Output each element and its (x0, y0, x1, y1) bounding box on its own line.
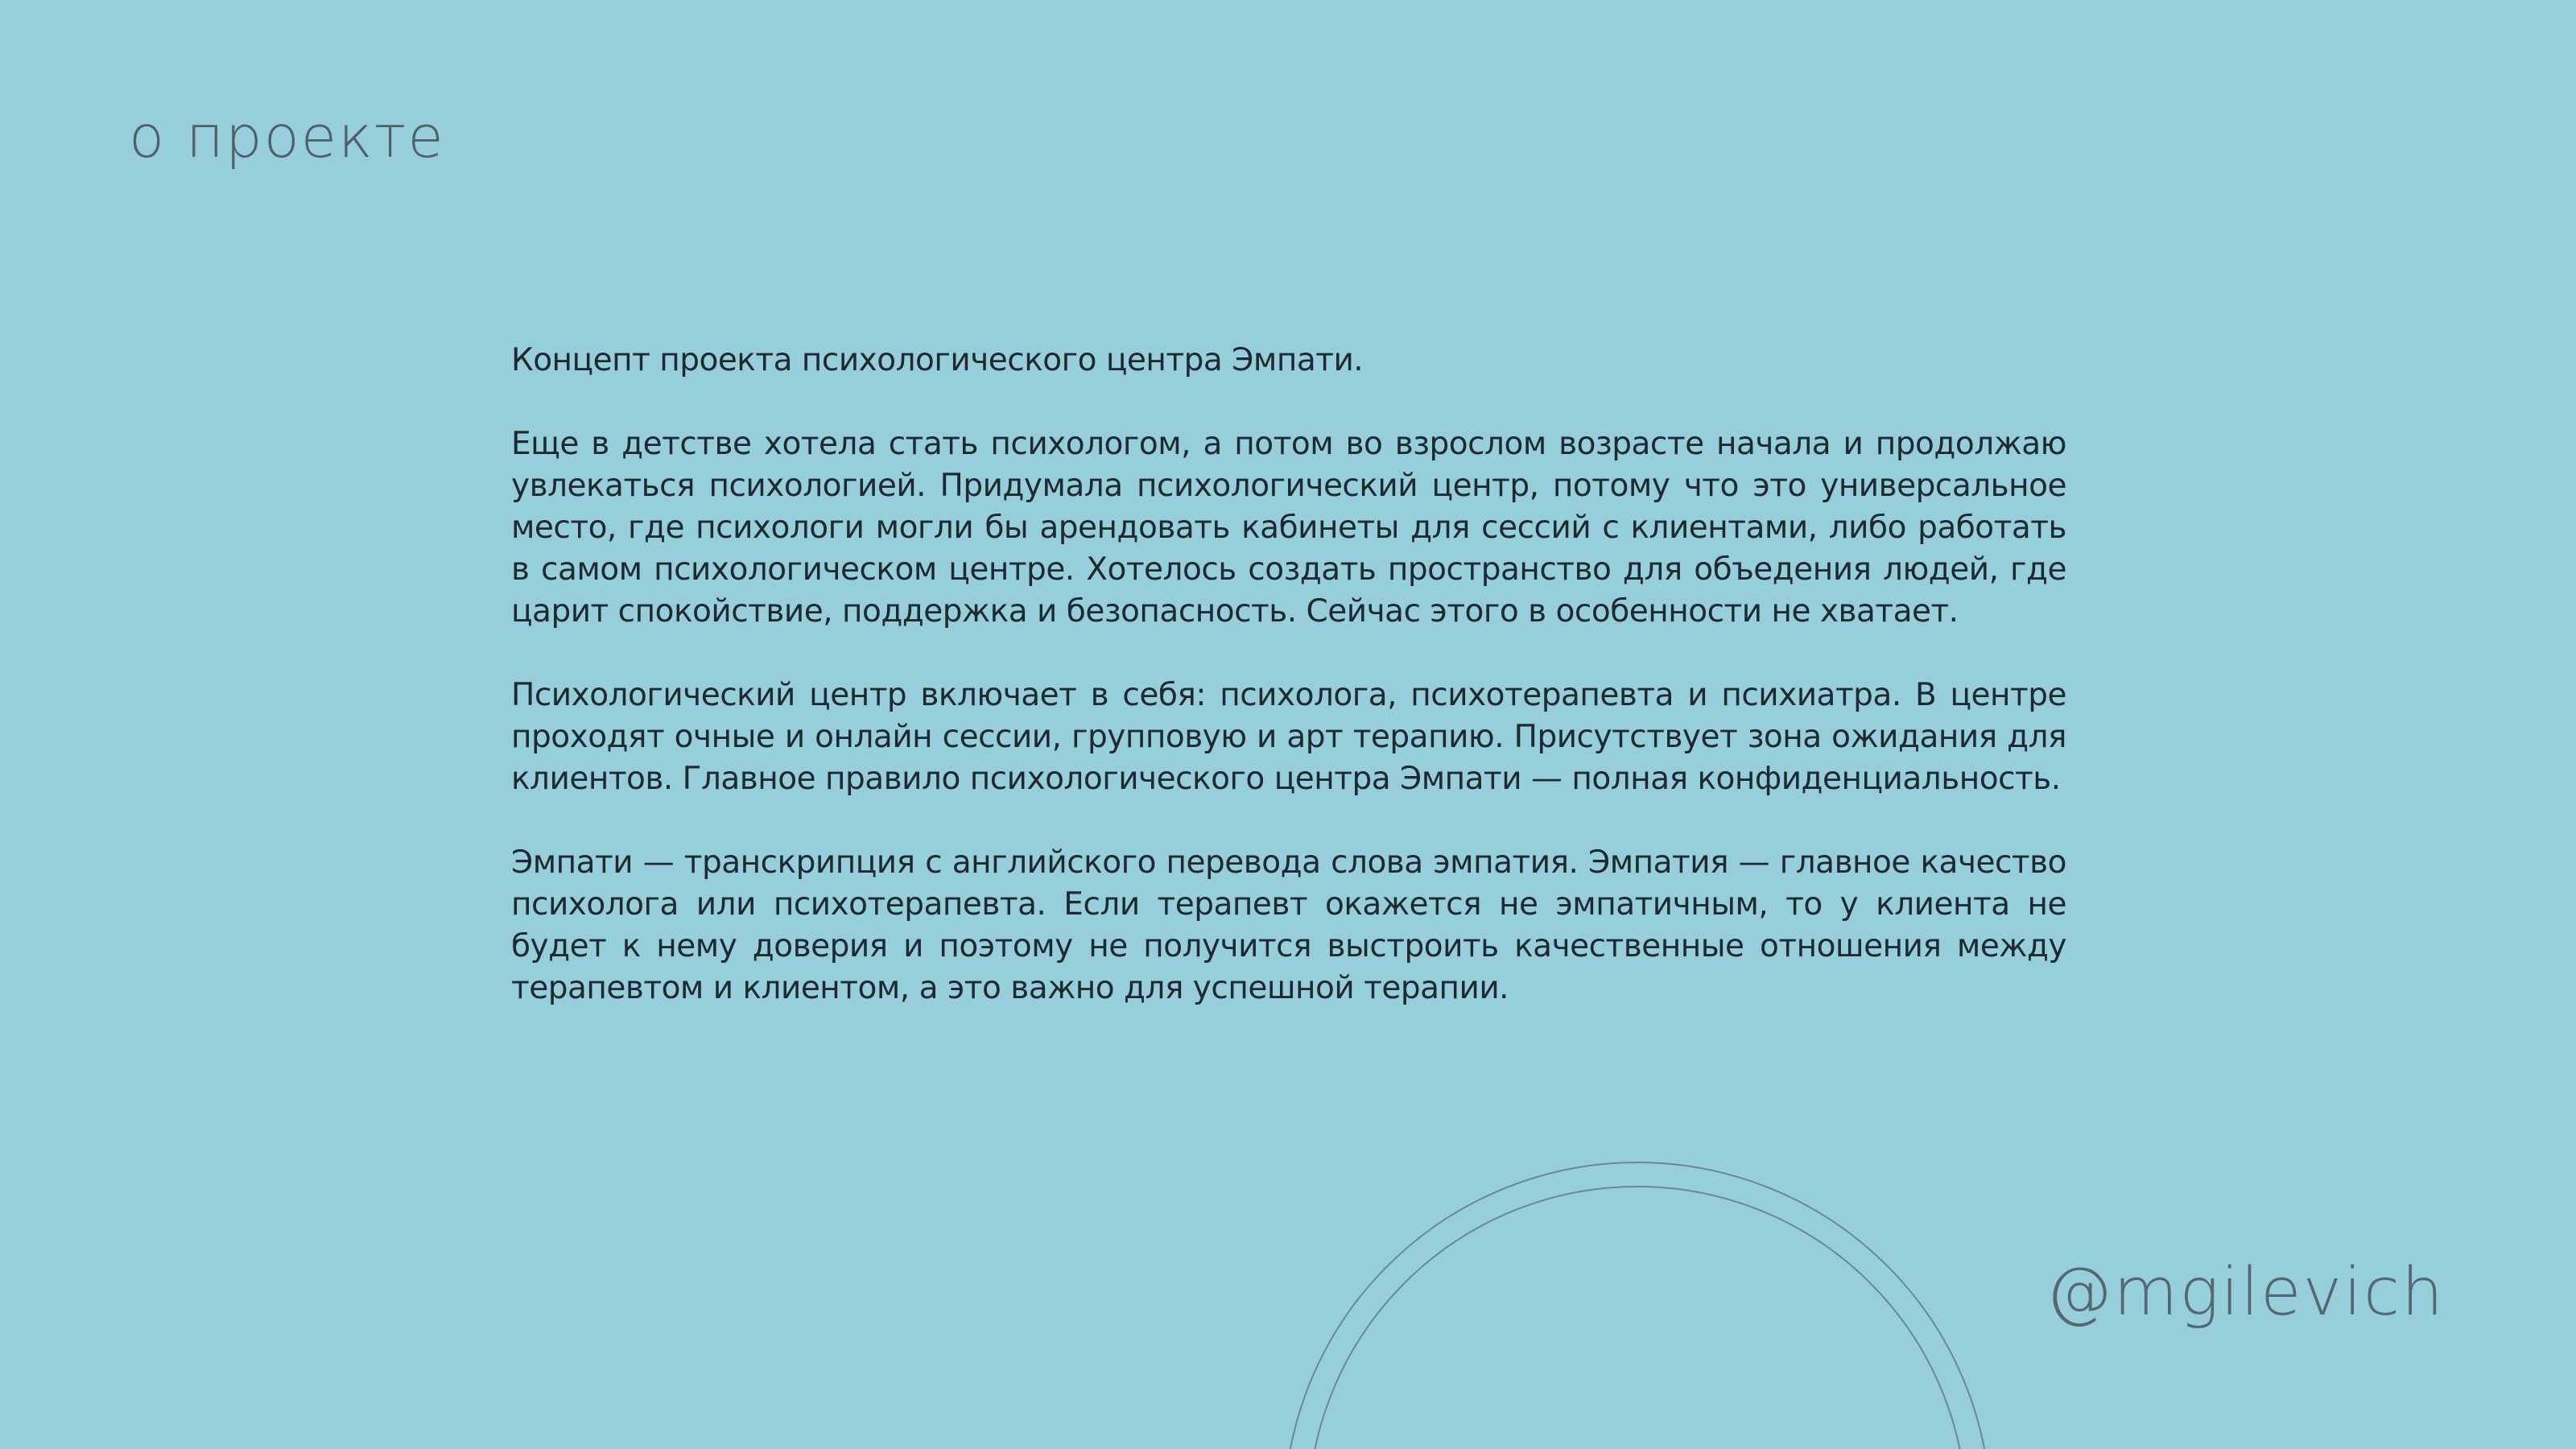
services-paragraph: Психологический центр включает в себя: психолога, психотерапевта и психиатра. В центре проходят очные и онлайн сессии, групповую и арт терапию. Присутствует зона ожидания для клиентов. Главное правило психологического центра Эмпати — полная конфиденциальность. (511, 677, 2066, 797)
intro-paragraph: Концепт проекта психологического центра Эмпати. (511, 342, 1364, 378)
project-description (511, 340, 2066, 1009)
inner-circle (1308, 1187, 1967, 1449)
author-handle: @mgilevich (2046, 1254, 2445, 1331)
name-meaning-paragraph: Эмпати — транскрипция с английского перевода слова эмпатия. Эмпатия — главное качество психолога или психотерапевта. Если терапевт окажется не эмпатичным, то у клиента не будет к нему доверия и поэтому не получится выстроить качественные отношения между терапевтом и клиентом, а это важно для успешной терапии. (511, 844, 2066, 1006)
story-paragraph: Еще в детстве хотела стать психологом, а потом во взрослом возрасте начала и продолжаю увлекаться психологией. Придумала психологический центр, потому что это универсальное место, где психологи могли бы арендовать кабинеты для сессий с клиентами, либо работать в самом психологическом центре. Хотелось создать пространство для объедения людей, где царит спокойствие, поддержка и безопасность. Сейчас этого в особенности не хватает. (511, 426, 2066, 630)
outer-circle (1284, 1162, 1991, 1449)
page-title: о проекте (129, 103, 445, 171)
